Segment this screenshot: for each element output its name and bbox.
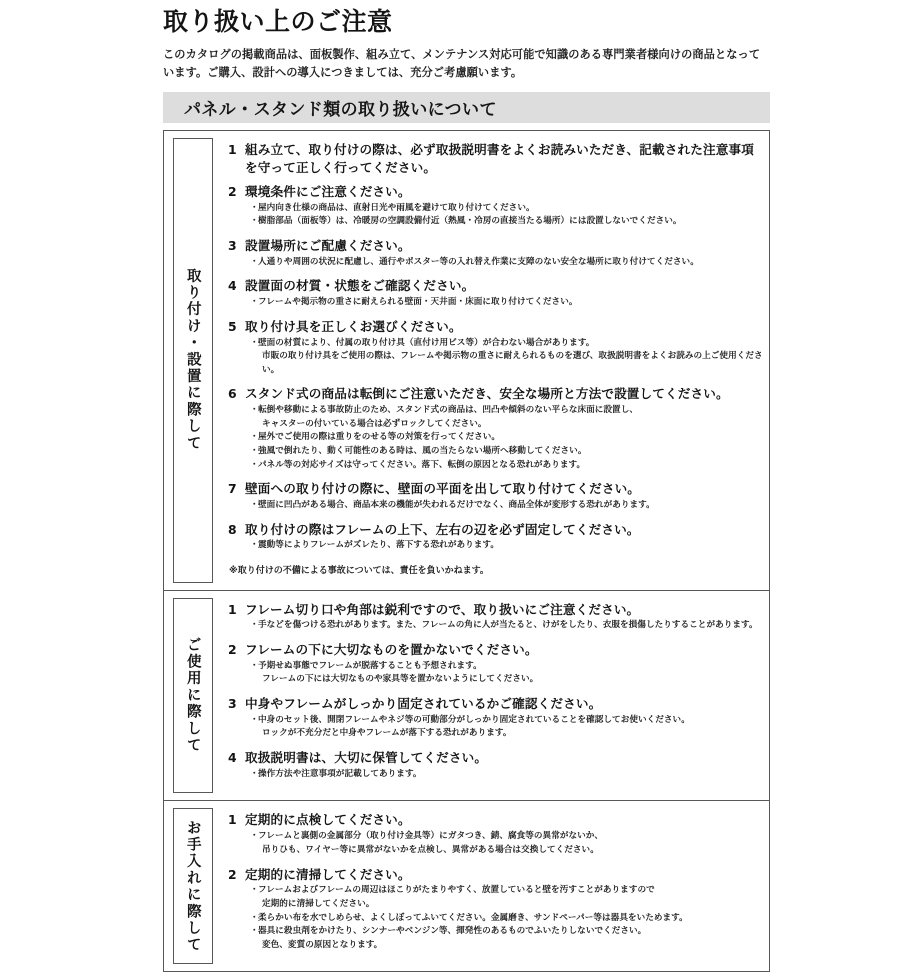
notice-sub-text: 器具に殺虫剤をかけたり、シンナーやベンジン等、揮発性のあるものでふいたりしないでください。 bbox=[258, 926, 647, 937]
notice-section bbox=[164, 800, 769, 971]
bullet-dot-icon: ・ bbox=[250, 926, 259, 937]
notice-item bbox=[228, 641, 763, 693]
notice-item-body bbox=[245, 695, 763, 747]
notice-item-body bbox=[245, 385, 763, 478]
section-body bbox=[221, 801, 769, 971]
notice-sub-item bbox=[245, 714, 763, 741]
notice-item-heading: 設置面の材質・状態をご確認ください。 bbox=[245, 278, 475, 294]
notice-sub-text: 操作方法や注意事項が記載してあります。 bbox=[258, 768, 422, 779]
notice-item-body bbox=[245, 641, 763, 693]
section-body bbox=[221, 591, 769, 801]
notice-item-number: 4 bbox=[228, 278, 237, 294]
notice-item-heading: フレーム切り口や角部は鋭利ですので、取り扱いにご注意ください。 bbox=[245, 601, 640, 617]
section-tab bbox=[164, 131, 221, 589]
notice-item bbox=[228, 695, 763, 747]
bullet-dot-icon: ・ bbox=[250, 432, 259, 443]
notice-item-number: 8 bbox=[228, 521, 237, 537]
notice-item bbox=[228, 141, 763, 181]
notice-sub-text: フレームと裏側の金属部分（取り付け金具等）にガタつき、錆、腐食等の異常がないか、 bbox=[258, 831, 604, 842]
notice-item-heading: 環境条件にご注意ください。 bbox=[245, 183, 411, 199]
notice-section bbox=[164, 131, 769, 589]
notice-sub-list bbox=[245, 768, 763, 782]
notice-sub-list bbox=[245, 296, 763, 310]
notice-item-number: 2 bbox=[228, 183, 237, 199]
notice-sub-list bbox=[245, 202, 763, 229]
bullet-dot-icon: ・ bbox=[250, 912, 259, 923]
notice-sub-item bbox=[245, 768, 763, 782]
notice-item bbox=[228, 749, 763, 787]
notice-sub-list bbox=[245, 337, 763, 378]
notice-sub-text: 強風で倒れたり、動く可能性のある時は、風の当たらない場所へ移動してください。 bbox=[258, 445, 587, 456]
section-tab-box bbox=[173, 808, 213, 964]
section-tab-label: ご使用に際して bbox=[184, 637, 201, 754]
notice-sub-text: 柔らかい布を水でしめらせ、よくしぼってふいてください。金属磨き、サンドペーパー等は器具をいためます。 bbox=[258, 912, 688, 923]
bullet-dot-icon: ・ bbox=[250, 216, 259, 227]
bullet-dot-icon: ・ bbox=[250, 256, 259, 267]
notice-item-heading: 設置場所にご配慮ください。 bbox=[245, 237, 411, 253]
notice-sub-item bbox=[245, 539, 763, 553]
notice-sub-text: フレームおよびフレームの周辺はほこりがたまりやすく、放置していると壁を汚すことがありますので bbox=[258, 885, 655, 896]
notice-item-heading: 組み立て、取り付けの際は、必ず取扱説明書をよくお読みいただき、記載された注意事項を守って正しく行ってください。 bbox=[245, 142, 754, 175]
section-tab bbox=[164, 591, 221, 801]
notice-item-body bbox=[245, 141, 763, 181]
band-title-text: パネル・スタンド類の取り扱いについて bbox=[184, 100, 497, 121]
notice-sub-item bbox=[245, 445, 763, 459]
notice-sub-list bbox=[245, 830, 763, 857]
bullet-dot-icon: ・ bbox=[250, 831, 259, 842]
notice-item bbox=[228, 318, 763, 384]
notice-item bbox=[228, 480, 763, 518]
notice-item-number: 2 bbox=[228, 866, 237, 882]
notice-sub-list bbox=[245, 404, 763, 472]
notice-item-heading: 壁面への取り付けの際に、壁面の平面を出して取り付けてください。 bbox=[245, 481, 641, 497]
section-tab-box bbox=[173, 598, 213, 794]
notice-sub-text: 人通りや周囲の状況に配慮し、通行やポスター等の入れ替え作業に支障のない安全な場所に取り付けてください。 bbox=[258, 256, 699, 267]
notice-sub-text: フレームや掲示物の重さに耐えられる壁面・天井面・床面に取り付けてください。 bbox=[258, 297, 578, 308]
notice-item bbox=[228, 277, 763, 315]
notice-sub-item bbox=[245, 256, 763, 270]
notice-item-heading: 取扱説明書は、大切に保管してください。 bbox=[245, 750, 488, 766]
notice-item-body bbox=[245, 277, 763, 315]
notice-sub-item bbox=[245, 912, 763, 926]
notice-sub-text: 手などを傷つける恐れがあります。また、フレームの角に人が当たると、けがをしたり、衣服を損傷したりすることがあります。 bbox=[258, 620, 758, 631]
notice-item-body bbox=[245, 183, 763, 235]
notice-item-number: 3 bbox=[228, 695, 237, 711]
notice-sub-continuation: 変色、変質の原因となります。 bbox=[262, 939, 383, 950]
notice-item-heading: 定期的に清掃してください。 bbox=[245, 866, 411, 882]
notice-item bbox=[228, 811, 763, 863]
notice-item bbox=[228, 183, 763, 235]
bullet-dot-icon: ・ bbox=[250, 297, 259, 308]
notice-item bbox=[228, 601, 763, 639]
notice-sub-item bbox=[245, 215, 763, 229]
notice-sub-text: 震動等によりフレームがズレたり、落下する恐れがあります。 bbox=[258, 540, 499, 551]
notice-item-body bbox=[245, 866, 763, 959]
notice-sub-item bbox=[245, 202, 763, 216]
notice-item bbox=[228, 237, 763, 275]
notice-sub-text: 中身のセット後、開閉フレームやネジ等の可動部分がしっかり固定されていることを確認してお使いください。 bbox=[258, 714, 690, 725]
notice-sub-text: 予期せぬ事態でフレームが脱落することも予想されます。 bbox=[258, 660, 482, 671]
notice-item-body bbox=[245, 601, 763, 639]
notice-sub-item bbox=[245, 499, 763, 513]
notice-sub-item bbox=[245, 337, 763, 378]
section-band-heading bbox=[163, 92, 770, 123]
notice-sub-text: 転倒や移動による事故防止のため、スタンド式の商品は、凹凸や傾斜のない平らな床面に設置し、 bbox=[258, 405, 638, 416]
notice-item-number: 1 bbox=[228, 142, 237, 158]
notice-item-heading: 中身やフレームがしっかり固定されているかご確認ください。 bbox=[245, 695, 602, 711]
notice-item-body bbox=[245, 237, 763, 275]
notice-item-heading: 取り付けの際はフレームの上下、左右の辺を必ず固定してください。 bbox=[245, 521, 640, 537]
notice-sub-list bbox=[245, 499, 763, 513]
notice-item-heading: 定期的に点検してください。 bbox=[245, 812, 411, 828]
section-tab-label: 取り付け・設置に際して bbox=[184, 268, 201, 453]
notice-item-number: 4 bbox=[228, 750, 237, 766]
notice-sub-item bbox=[245, 619, 763, 633]
notice-sub-item bbox=[245, 431, 763, 445]
notice-sub-item bbox=[245, 296, 763, 310]
notice-item-body bbox=[245, 749, 763, 787]
section-body bbox=[221, 131, 769, 589]
notice-sub-item bbox=[245, 404, 763, 431]
notice-item-number: 2 bbox=[228, 641, 237, 657]
notice-item-body bbox=[245, 318, 763, 384]
notice-sub-text: 壁面の材質により、付属の取り付け具（直付け用ビス等）が合わない場合があります。 bbox=[258, 337, 595, 348]
notice-item-body bbox=[245, 811, 763, 863]
bullet-dot-icon: ・ bbox=[250, 660, 259, 671]
notice-sub-list bbox=[245, 256, 763, 270]
notice-sub-continuation: フレームの下には大切なものや家具等を置かないようにしてください。 bbox=[262, 674, 539, 685]
notice-item-heading: スタンド式の商品は転倒にご注意いただき、安全な場所と方法で設置してください。 bbox=[245, 386, 729, 402]
bullet-dot-icon: ・ bbox=[250, 540, 259, 551]
notice-sub-text: 屋外でご使用の際は重りをのせる等の対策を行ってください。 bbox=[258, 432, 501, 443]
notice-item-number: 6 bbox=[228, 386, 237, 402]
notice-item-heading: 取り付け具を正しくお選びください。 bbox=[245, 318, 462, 334]
notice-sub-item bbox=[245, 459, 763, 473]
bullet-dot-icon: ・ bbox=[250, 768, 259, 779]
item-spacer bbox=[245, 177, 763, 181]
lead-paragraph: このカタログの掲載商品は、面板製作、組み立て、メンテナンス対応可能で知識のある専門業者様向けの商品となっています。ご購入、設計への導入につきましては、充分ご考慮願います。 bbox=[163, 47, 761, 79]
notice-sub-text: 壁面に凹凸がある場合、商品本来の機能が失われるだけでなく、商品全体が変形する恐れがあります。 bbox=[258, 499, 655, 510]
bullet-dot-icon: ・ bbox=[250, 499, 259, 510]
notice-sub-item bbox=[245, 830, 763, 857]
notice-sub-list bbox=[245, 660, 763, 687]
page-title: 取り扱い上のご注意 bbox=[163, 7, 393, 36]
bullet-dot-icon: ・ bbox=[250, 405, 259, 416]
section-tab-label: お手入れに際して bbox=[184, 819, 201, 954]
notice-sub-item bbox=[245, 660, 763, 687]
notice-frame bbox=[163, 130, 770, 972]
notice-sub-text: パネル等の対応サイズは守ってください。落下、転倒の原因となる恐れがあります。 bbox=[258, 459, 586, 470]
notice-item-number: 3 bbox=[228, 237, 237, 253]
notice-sub-continuation: 市販の取り付け具をご使用の際は、フレームや掲示物の重さに耐えられるものを選び、取扱説明書をよくお読みの上ご使用ください。 bbox=[262, 351, 763, 375]
notice-item bbox=[228, 521, 763, 559]
notice-sub-list bbox=[245, 539, 763, 553]
notice-item-number: 7 bbox=[228, 481, 237, 497]
bullet-dot-icon: ・ bbox=[250, 445, 259, 456]
notice-sub-list bbox=[245, 884, 763, 952]
notice-sub-continuation: ロックが不充分だと中身やフレームが落下する恐れがあります。 bbox=[262, 728, 512, 739]
notice-item-heading: フレームの下に大切なものを置かないでください。 bbox=[245, 641, 538, 657]
bullet-dot-icon: ・ bbox=[250, 620, 259, 631]
notice-sub-continuation: 定期的に清掃してください。 bbox=[262, 898, 375, 909]
bullet-dot-icon: ・ bbox=[250, 459, 259, 470]
notice-sub-continuation: 吊りひも、ワイヤー等に異常がないかを点検し、異常がある場合は交換してください。 bbox=[262, 844, 599, 855]
notice-item-number: 1 bbox=[228, 812, 237, 828]
section-tab bbox=[164, 801, 221, 971]
section-footnote: ※取り付けの不備による事故については、責任を負いかねます。 bbox=[229, 566, 489, 576]
bullet-dot-icon: ・ bbox=[250, 714, 259, 725]
notice-sub-text: 屋内向き仕様の商品は、直射日光や雨風を避けて取り付けてください。 bbox=[258, 202, 535, 213]
notice-sub-text: 樹脂部品（面板等）は、冷暖房の空調設備付近（熱風・冷房の直接当たる場所）には設置しないでください。 bbox=[258, 216, 682, 227]
notice-sub-item bbox=[245, 925, 763, 952]
notice-sub-item bbox=[245, 884, 763, 911]
bullet-dot-icon: ・ bbox=[250, 885, 259, 896]
bullet-dot-icon: ・ bbox=[250, 202, 259, 213]
notice-item bbox=[228, 385, 763, 478]
notice-item bbox=[228, 866, 763, 959]
notice-sub-list bbox=[245, 714, 763, 741]
section-tab-box bbox=[173, 138, 213, 582]
notice-section bbox=[164, 590, 769, 801]
bullet-dot-icon: ・ bbox=[250, 337, 259, 348]
notice-sub-list bbox=[245, 619, 763, 633]
notice-sub-continuation: キャスターの付いている場合は必ずロックしてください。 bbox=[262, 418, 487, 429]
notice-item-number: 1 bbox=[228, 601, 237, 617]
notice-item-body bbox=[245, 480, 763, 518]
notice-item-number: 5 bbox=[228, 318, 237, 334]
notice-item-body bbox=[245, 521, 763, 559]
